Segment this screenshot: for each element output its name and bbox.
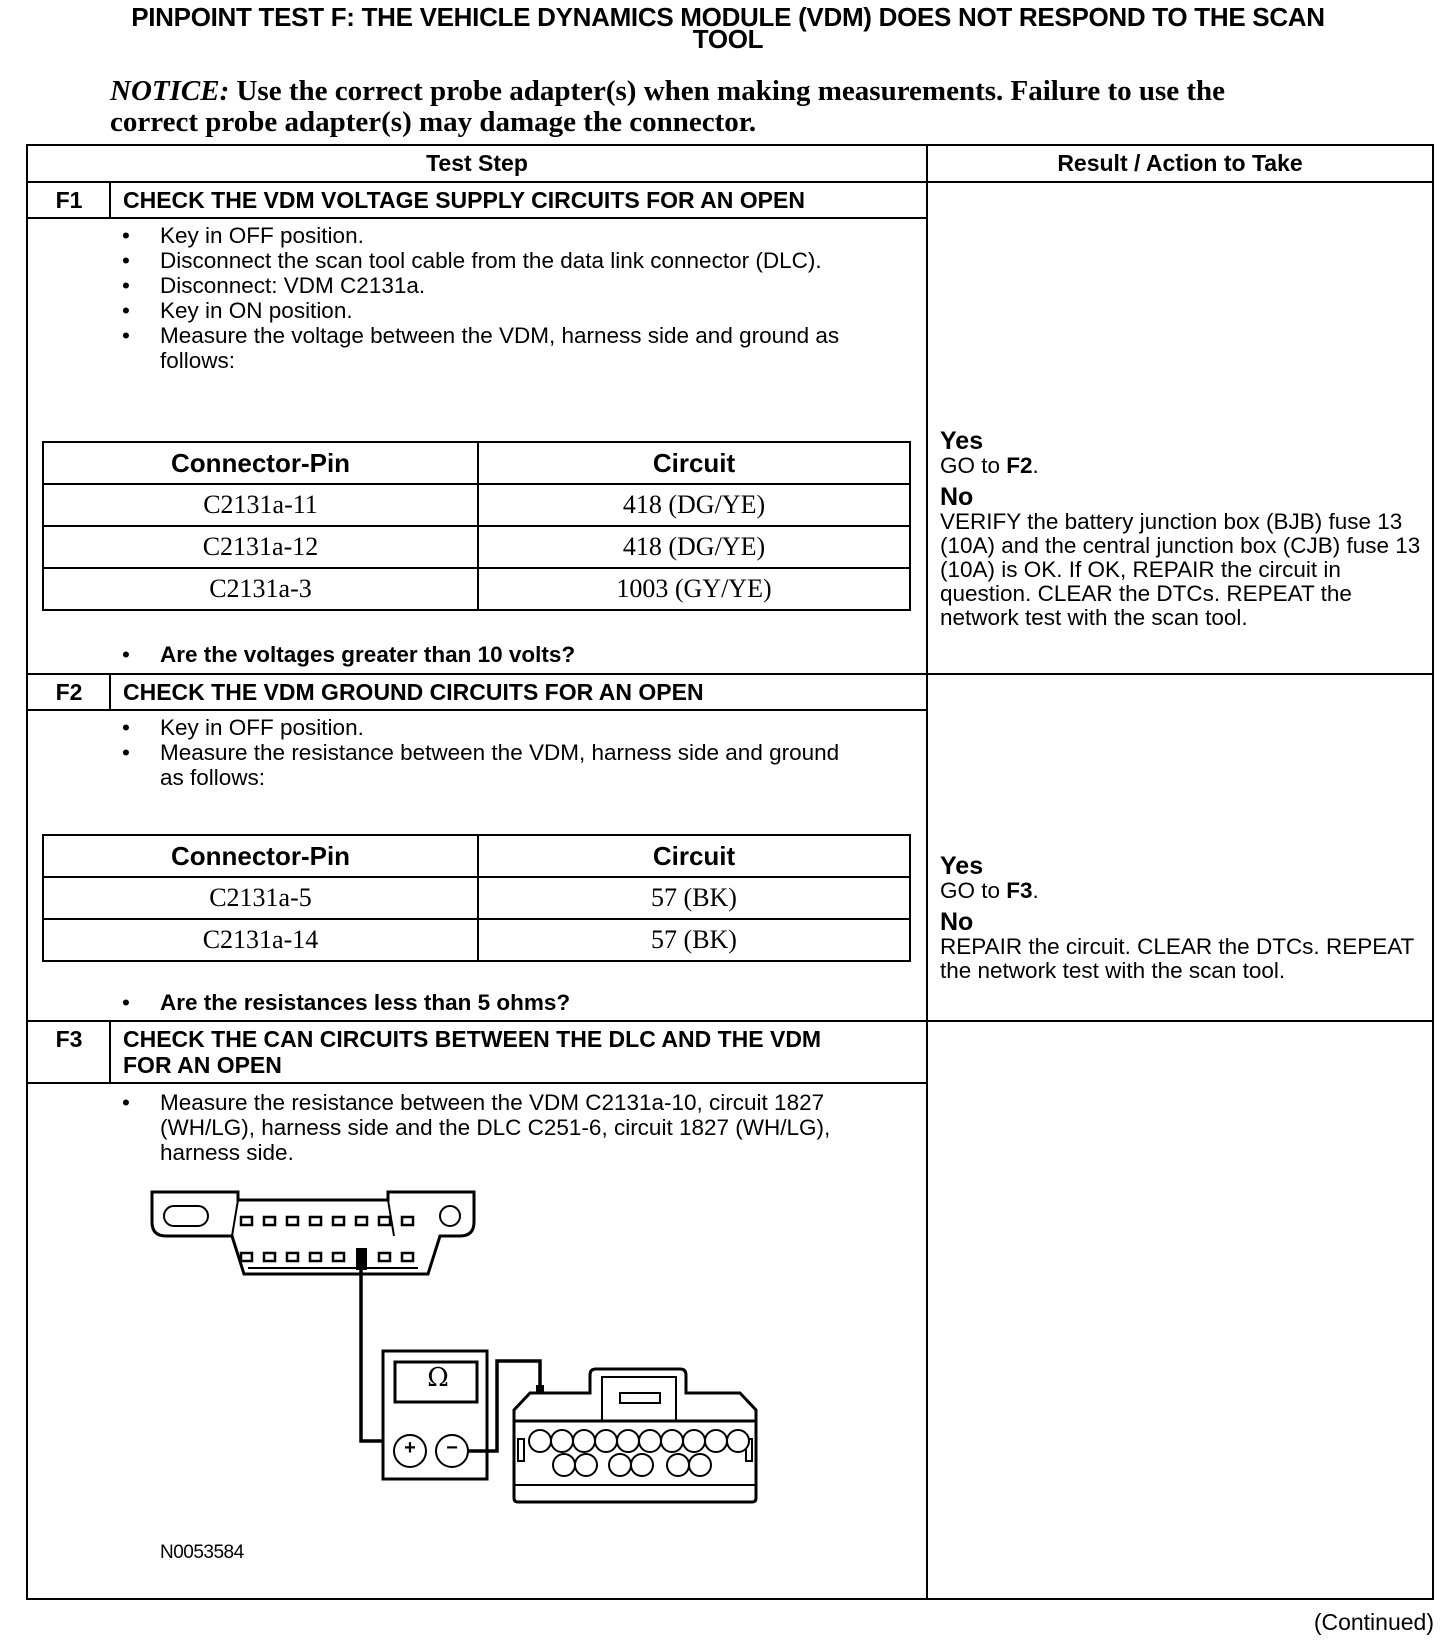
connector-pin-cell: C2131a-12 — [43, 526, 478, 568]
table-row — [43, 877, 910, 919]
instruction-item: • Key in OFF position. — [122, 715, 862, 740]
no-action: VERIFY the battery junction box (BJB) fuse 13 (10A) and the central junction box (CJB) fuse 13 (10A) is OK. If OK, REPAIR the circuit in question. CLEAR the DTCs. REPEAT the network test with the scan tool. — [940, 509, 1421, 630]
notice-text-2: correct probe adapter(s) may damage the connector. — [110, 106, 757, 138]
yes-label: Yes — [940, 852, 984, 880]
page-title — [0, 2, 1456, 54]
connector-pin-cell: C2131a-3 — [43, 568, 478, 610]
step-id: F2 — [55, 679, 83, 705]
instruction-item: • Measure the voltage between the VDM, harness side and ground as follows: — [122, 323, 862, 373]
column-header-test-step: Test Step — [426, 150, 528, 176]
header-divider — [26, 181, 1434, 183]
table-row — [43, 484, 910, 526]
pin-table-header: Circuit — [478, 835, 910, 877]
circuit-cell: 418 (DG/YE) — [478, 526, 910, 568]
step-id: F1 — [55, 187, 83, 213]
table-border-top — [26, 144, 1434, 146]
connector-pin-cell: C2131a-11 — [43, 484, 478, 526]
instruction-item: • Disconnect: VDM C2131a. — [122, 273, 862, 298]
step-result — [940, 428, 1430, 630]
step-question: • Are the resistances less than 5 ohms? — [160, 990, 570, 1016]
table-row — [43, 568, 910, 610]
title-line-2: TOOL — [692, 24, 764, 54]
table-border-left — [26, 144, 28, 1600]
column-header-result: Result / Action to Take — [1057, 150, 1303, 176]
circuit-cell: 1003 (GY/YE) — [478, 568, 910, 610]
pin-table-header: Connector-Pin — [43, 442, 478, 484]
ohm-symbol: Ω — [427, 1363, 449, 1393]
instruction-item: • Key in OFF position. — [122, 223, 862, 248]
yes-label: Yes — [940, 427, 984, 455]
step-instructions — [122, 715, 862, 790]
step-result — [940, 853, 1430, 983]
connector-pin-cell: C2131a-5 — [43, 877, 478, 919]
notice — [110, 76, 1410, 138]
goto-step-link[interactable]: F3 — [1006, 878, 1033, 903]
circuit-cell: 57 (BK) — [478, 919, 910, 961]
f2-title-divider — [26, 709, 928, 711]
step-instructions — [122, 1090, 882, 1165]
f2-f3-divider — [26, 1020, 1434, 1022]
pin-table-header: Circuit — [478, 442, 910, 484]
connector-pin-cell: C2131a-14 — [43, 919, 478, 961]
pin-table — [42, 441, 911, 611]
step-instructions — [122, 223, 862, 373]
plus-terminal-icon: + — [404, 1437, 416, 1459]
step-id: F3 — [55, 1026, 83, 1052]
continued-label: (Continued) — [1313, 1609, 1434, 1635]
minus-terminal-icon: − — [446, 1437, 458, 1459]
circuit-cell: 418 (DG/YE) — [478, 484, 910, 526]
figure-id: N0053584 — [160, 1542, 244, 1563]
circuit-cell: 57 (BK) — [478, 877, 910, 919]
title-line-1: PINPOINT TEST F: THE VEHICLE DYNAMICS MODULE (VDM) DOES NOT RESPOND TO THE SCAN — [131, 2, 1325, 32]
column-divider — [926, 144, 928, 1600]
yes-suffix: . — [1032, 878, 1039, 903]
instruction-item: • Measure the resistance between the VDM C2131a-10, circuit 1827 (WH/LG), harness side and the DLC C251-6, circuit 1827 (WH/LG), harness side. — [122, 1090, 882, 1165]
table-row — [43, 526, 910, 568]
goto-step-link[interactable]: F2 — [1006, 453, 1033, 478]
step-title: CHECK THE VDM VOLTAGE SUPPLY CIRCUITS FOR AN OPEN — [123, 187, 805, 213]
instruction-item: • Disconnect the scan tool cable from the data link connector (DLC). — [122, 248, 862, 273]
table-row — [43, 919, 910, 961]
notice-label: NOTICE: — [110, 75, 230, 107]
step-title: CHECK THE CAN CIRCUITS BETWEEN THE DLC AND THE VDM FOR AN OPEN — [123, 1026, 822, 1078]
table-border-bottom — [26, 1598, 1434, 1600]
table-border-right — [1432, 144, 1434, 1600]
instruction-item: • Measure the resistance between the VDM, harness side and ground as follows: — [122, 740, 862, 790]
f1-title-divider — [26, 217, 928, 219]
pin-table-header: Connector-Pin — [43, 835, 478, 877]
f1-f2-divider — [26, 673, 1434, 675]
no-action: REPAIR the circuit. CLEAR the DTCs. REPEAT the network test with the scan tool. — [940, 934, 1414, 983]
pin-table — [42, 834, 911, 962]
yes-action: GO to — [940, 878, 1007, 903]
instruction-item: • Key in ON position. — [122, 298, 862, 323]
no-label: No — [940, 483, 974, 511]
notice-text-1: Use the correct probe adapter(s) when making measurements. Failure to use the — [229, 75, 1226, 107]
yes-action: GO to — [940, 453, 1007, 478]
step-question: • Are the voltages greater than 10 volts? — [160, 642, 575, 668]
f3-title-divider — [26, 1082, 928, 1084]
yes-suffix: . — [1032, 453, 1039, 478]
no-label: No — [940, 908, 974, 936]
step-title: CHECK THE VDM GROUND CIRCUITS FOR AN OPEN — [123, 679, 704, 705]
